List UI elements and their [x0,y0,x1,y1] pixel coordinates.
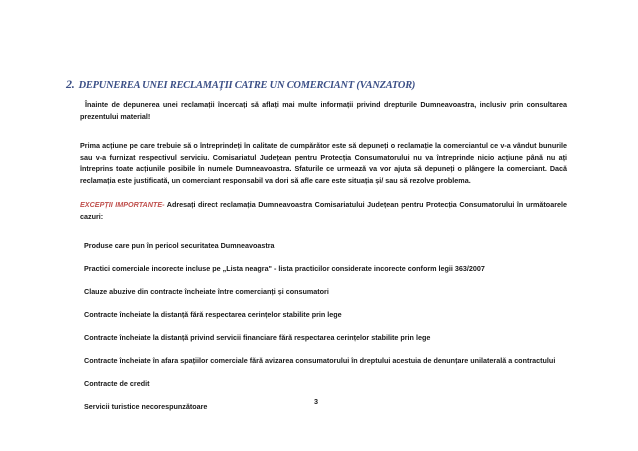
case-item: Servicii turistice necorespunzătoare [84,402,208,411]
section-number: 2. [66,77,75,91]
exceptions-tag: EXCEPȚII IMPORTANTE- [80,200,165,209]
case-item: Produse care pun în pericol securitatea Dumneavoastra [84,241,275,250]
case-item: Contracte încheiate în afara spațiilor comerciale fără avizarea consumatorului în dreptului acestuia de denunțare unilaterală a contractului [84,356,556,365]
first-action-paragraph: Prima acțiune pe care trebuie să o întreprindeți în calitate de cumpărător este să depuneți o reclamație la comerciantul ce v-a vândut bunurile sau v-a furnizat respectivul serviciu. Comisariatul Județean pentru Protecția Consumatorului nu va întreprinde nicio acțiune până nu ați întreprins toate acțiunile posibile în numele Dumneavoastra. Sfaturile ce urmează va vor ajuta să depuneți o plângere la comerciant. Dacă reclamația este justificată, un comerciant responsabil va dori să afle care este situația și/ sau să rezolve problema. [80,141,567,185]
case-item: Contracte încheiate la distanță fără respectarea cerințelor stabilite prin lege [84,310,342,319]
case-item: Contracte încheiate la distanță privind servicii financiare fără respectarea cerințelor stabilite prin lege [84,333,431,342]
section-heading [66,77,606,92]
case-item: Contracte de credit [84,379,150,388]
exceptions-paragraph [80,199,567,222]
intro-paragraph [80,99,567,122]
section-title: DEPUNEREA UNEI RECLAMAȚII CATRE UN COMERCIANT (VANZATOR) [78,80,416,91]
intro-paragraph-text: Înainte de depunerea unei reclamații încercați să aflați mai multe informații privind drepturile Dumneavoastra, inclusiv prin consultarea prezentului material! [80,100,567,121]
case-item: Clauze abuzive din contracte încheiate între comercianți și consumatori [84,287,329,296]
case-item: Practici comerciale incorecte incluse pe „Lista neagra" - lista practicilor considerate incorecte conform legii 363/2007 [84,264,485,273]
page-number: 3 [314,397,318,406]
exceptions-text: Adresați direct reclamația Dumneavoastra Comisariatului Județean pentru Protecția Consumatorului în următoarele cazuri: [80,200,567,221]
